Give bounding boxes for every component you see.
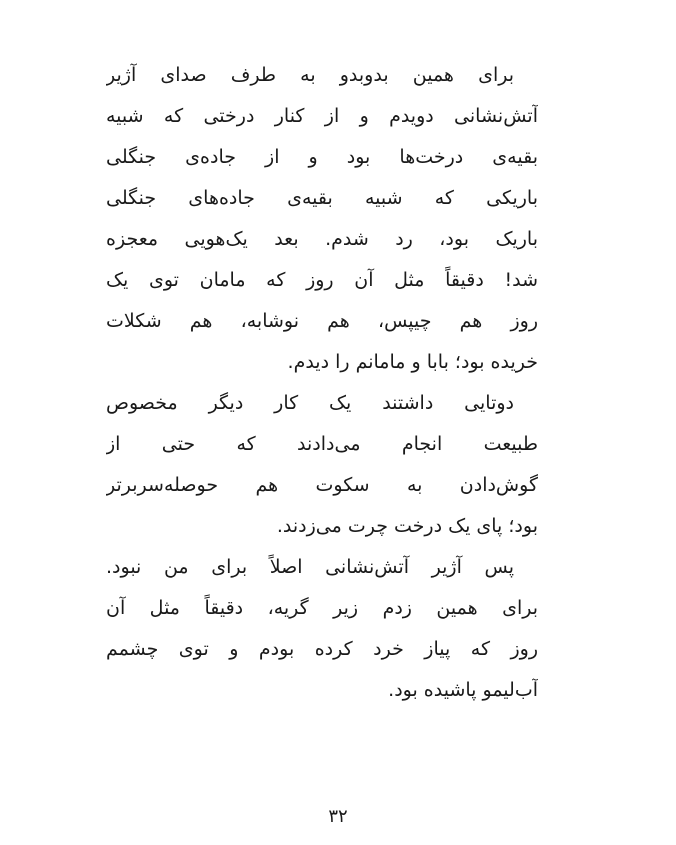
text-line: طبیعت انجام می‌دادند که حتی از: [106, 433, 538, 455]
body-text: [106, 55, 538, 711]
page-number: ۳۲: [328, 806, 348, 827]
text-line: روز که پیاز خرد کرده بودم و توی چشمم: [106, 638, 538, 660]
text-line: دوتایی داشتند یک کار دیگر مخصوص: [106, 392, 514, 414]
text-line: خریده بود؛ بابا و مامانم را دیدم.: [287, 351, 538, 373]
text-line: برای همین زدم زیر گریه، دقیقاً مثل آن: [106, 597, 538, 619]
text-line: پس آژیر آتش‌نشانی اصلاً برای من نبود.: [106, 556, 514, 578]
paragraph-2: [106, 383, 538, 547]
text-line: باریکی که شبیه بقیه‌ی جاده‌های جنگلی: [106, 187, 538, 209]
text-line: بود؛ پای یک درخت چرت می‌زدند.: [276, 515, 538, 537]
text-line: شد! دقیقاً مثل آن روز که مامان توی یک: [106, 269, 538, 291]
text-line: برای همین بدوبدو به طرف صدای آژیر: [106, 64, 514, 86]
text-line: گوش‌دادن به سکوت هم حوصله‌سربرتر: [106, 474, 538, 496]
paragraph-3: [106, 547, 538, 711]
text-line: آتش‌نشانی دویدم و از کنار درختی که شبیه: [106, 105, 538, 127]
text-line: بقیه‌ی درخت‌ها بود و از جاده‌ی جنگلی: [106, 146, 538, 168]
paragraph-1: [106, 55, 538, 383]
text-line: روز هم چیپس، هم نوشابه، هم شکلات: [106, 310, 538, 332]
text-line: آب‌لیمو پاشیده بود.: [388, 679, 538, 701]
text-line: باریک بود، رد شدم. بعد یک‌هویی معجزه: [106, 228, 538, 250]
